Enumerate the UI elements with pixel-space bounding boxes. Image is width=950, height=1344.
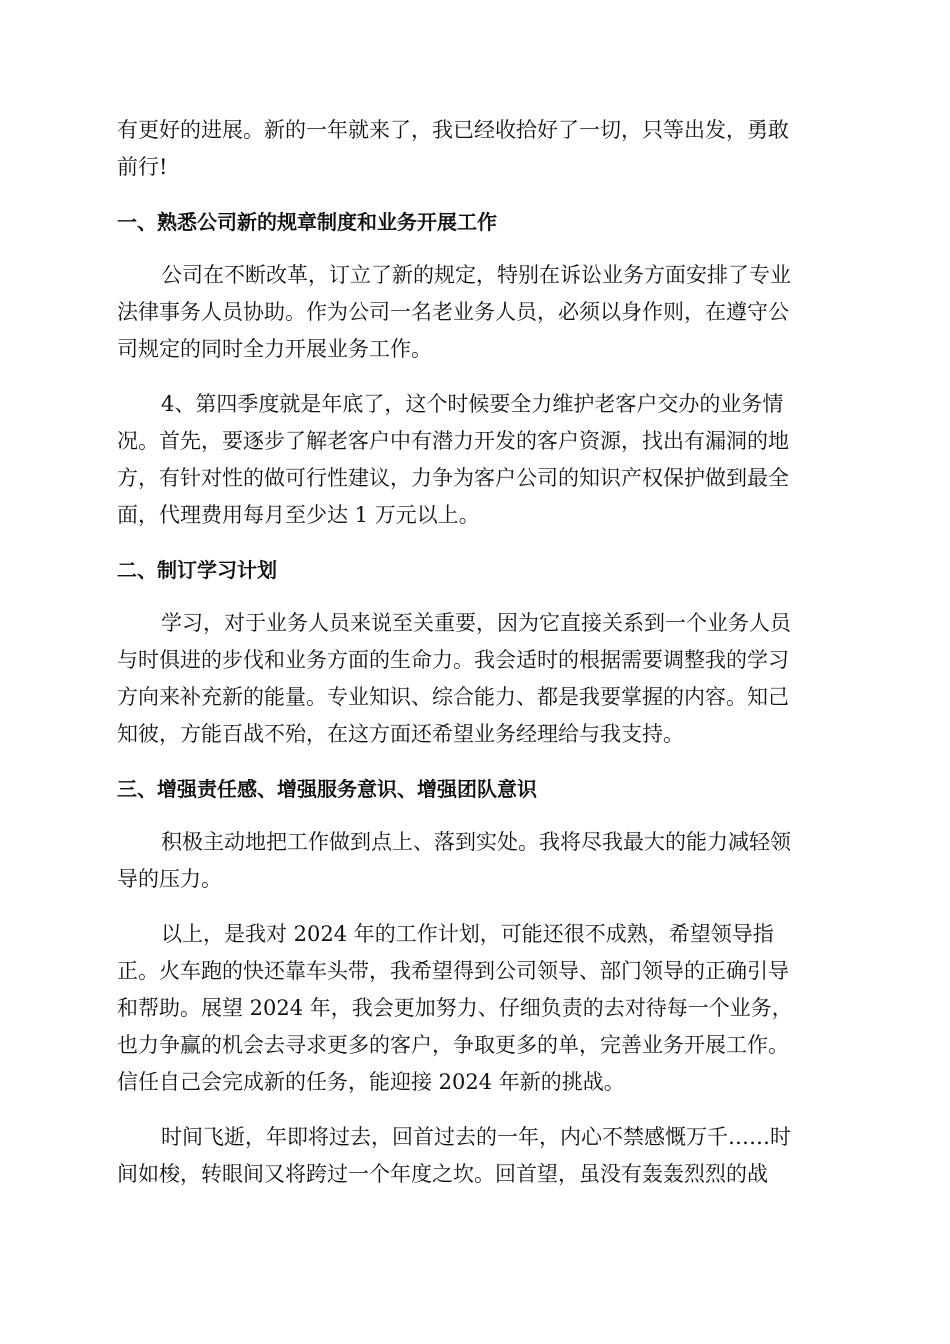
text-line: 学习，对于业务人员来说至关重要，因为它直接关系到一个业务人员 <box>161 611 791 635</box>
paragraph-continuation <box>117 112 833 186</box>
text-line: 4、第四季度就是年底了，这个时候要全力维护老客户交办的业务情 <box>161 392 784 416</box>
text-line: 司规定的同时全力开展业务工作。 <box>117 337 432 361</box>
text-line: 间如梭，转眼间又将跨过一个年度之坎。回首望，虽没有轰轰烈烈的战 <box>117 1162 768 1186</box>
section-heading-3: 三、增强责任感、增强服务意识、增强团队意识 <box>117 777 537 801</box>
paragraph-fourth-quarter <box>117 386 833 534</box>
text-line: 方向来补充新的能量。专业知识、综合能力、都是我要掌握的内容。知己 <box>117 685 789 709</box>
text-line: 面，代理费用每月至少达 1 万元以上。 <box>117 503 480 527</box>
paragraph-study-plan <box>117 605 833 753</box>
paragraph-company-rules <box>117 257 833 368</box>
text-line: 前行! <box>117 155 168 179</box>
text-line: 知彼，方能百战不殆，在这方面还希望业务经理给与我支持。 <box>117 722 684 746</box>
text-line: 有更好的进展。新的一年就来了，我已经收拾好了一切，只等出发，勇敢 <box>117 118 789 142</box>
text-line: 和帮助。展望 2024 年，我会更加努力、仔细负责的去对待每一个业务， <box>117 996 793 1020</box>
text-line: 时间飞逝，年即将过去，回首过去的一年，内心不禁感慨万千……时 <box>161 1125 791 1149</box>
text-line: 导的压力。 <box>117 867 222 891</box>
text-line: 以上，是我对 2024 年的工作计划，可能还很不成熟，希望领导指 <box>161 922 774 946</box>
text-line: 与时俱进的步伐和业务方面的生命力。我会适时的根据需要调整我的学习 <box>117 648 789 672</box>
paragraph-responsibility <box>117 824 833 898</box>
text-line: 也力争赢的机会去寻求更多的客户，争取更多的单，完善业务开展工作。 <box>117 1033 789 1057</box>
text-line: 积极主动地把工作做到点上、落到实处。我将尽我最大的能力减轻领 <box>161 830 791 854</box>
document-body <box>117 112 833 1211</box>
text-line: 信任自己会完成新的任务，能迎接 2024 年新的挑战。 <box>117 1070 625 1094</box>
section-heading-1: 一、熟悉公司新的规章制度和业务开展工作 <box>117 210 497 234</box>
paragraph-time-flies <box>117 1119 833 1193</box>
text-line: 公司在不断改革，订立了新的规定，特别在诉讼业务方面安排了专业 <box>161 263 791 287</box>
text-line: 况。首先，要逐步了解老客户中有潜力开发的客户资源，找出有漏洞的地 <box>117 429 789 453</box>
paragraph-summary <box>117 916 833 1101</box>
text-line: 正。火车跑的快还靠车头带，我希望得到公司领导、部门领导的正确引导 <box>117 959 789 983</box>
text-line: 方，有针对性的做可行性建议，力争为客户公司的知识产权保护做到最全 <box>117 466 789 490</box>
text-line: 法律事务人员协助。作为公司一名老业务人员，必须以身作则，在遵守公 <box>117 300 789 324</box>
section-heading-2: 二、制订学习计划 <box>117 558 277 582</box>
